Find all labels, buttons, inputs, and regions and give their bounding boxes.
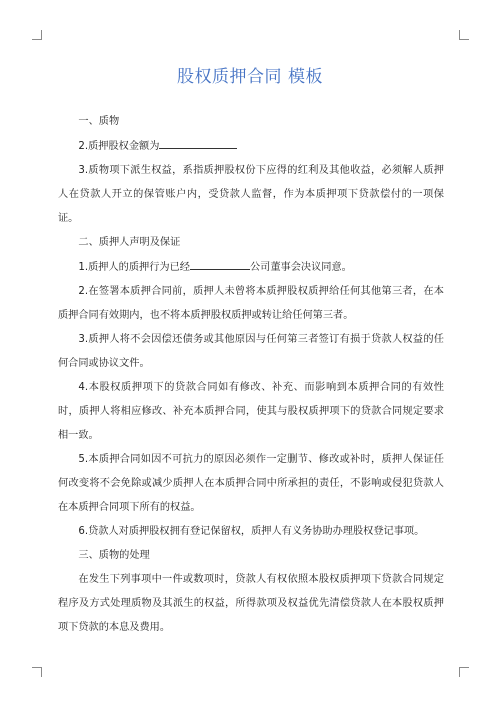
paragraph-registration: 6.贷款人对质押股权拥有登记保留权，质押人有义务协助办理股权登记事项。 [78,526,425,537]
paragraph-contract-amendment: 4.本股权质押项下的贷款合同如有修改、补充、而影响到本质押合同的有效性时，质押人将相应修改、补充本质押合同，使其与股权质押项下的贷款合同规定要求相一致。 [58,382,444,441]
section-heading-3: 三、质物的处理 [78,550,150,561]
paragraph-derived-rights: 3.质物项下派生权益，系指质押股权份下应得的红利及其他收益，必须解人质押人在贷款人开立的保管账户内，受贷款人监督，作为本质押项下贷款偿付的一项保证。 [58,165,444,224]
crop-mark-bottom-left [32,667,42,677]
paragraph-force-majeure: 5.本质押合同如因不可抗力的原因必须作一定删节、修改或补时，质押人保证任何改变将不会免除或减少质押人在本质押合同中所承担的责任，不影响或侵犯贷款人在本质押合同项下所有的权益。 [58,454,444,513]
paragraph-disposal: 在发生下列事项中一件或数项时，贷款人有权依照本股权质押项下贷款合同规定程序及方式处理质物及其派生的权益，所得款项及权益优先清偿贷款人在本股权质押项下贷款的本息及费用。 [58,574,444,633]
paragraph-board-resolution [58,255,444,280]
pledge-amount-text: 2.质押股权金额为 [78,141,160,152]
board-resolution-before: 1.质押人的质押行为已经 [78,262,190,273]
crop-mark-top-right [459,30,469,40]
section-heading-1: 一、质物 [78,116,120,127]
company-name-blank [190,255,250,270]
paragraph-pledge-amount [58,134,444,159]
crop-mark-bottom-right [459,667,469,677]
paragraph-no-prior-pledge: 2.在签署本质押合同前，质押人未曾将本质押股权质押给任何其他第三者，在本质押合同有效期内，也不将本质押股权质押或转让给任何第三者。 [58,286,444,321]
section-heading-2: 二、质押人声明及保证 [78,237,181,248]
document-body [58,110,444,640]
pledge-amount-blank [159,134,237,149]
paragraph-no-harmful-contract: 3.质押人将不会因偿还债务或其他原因与任何第三者签订有损于贷款人权益的任何合同或协议文件。 [58,334,444,369]
board-resolution-after: 公司董事会决议同意。 [250,262,352,273]
document-title: 股权质押合同 模板 [177,67,323,87]
crop-mark-top-left [32,30,42,40]
